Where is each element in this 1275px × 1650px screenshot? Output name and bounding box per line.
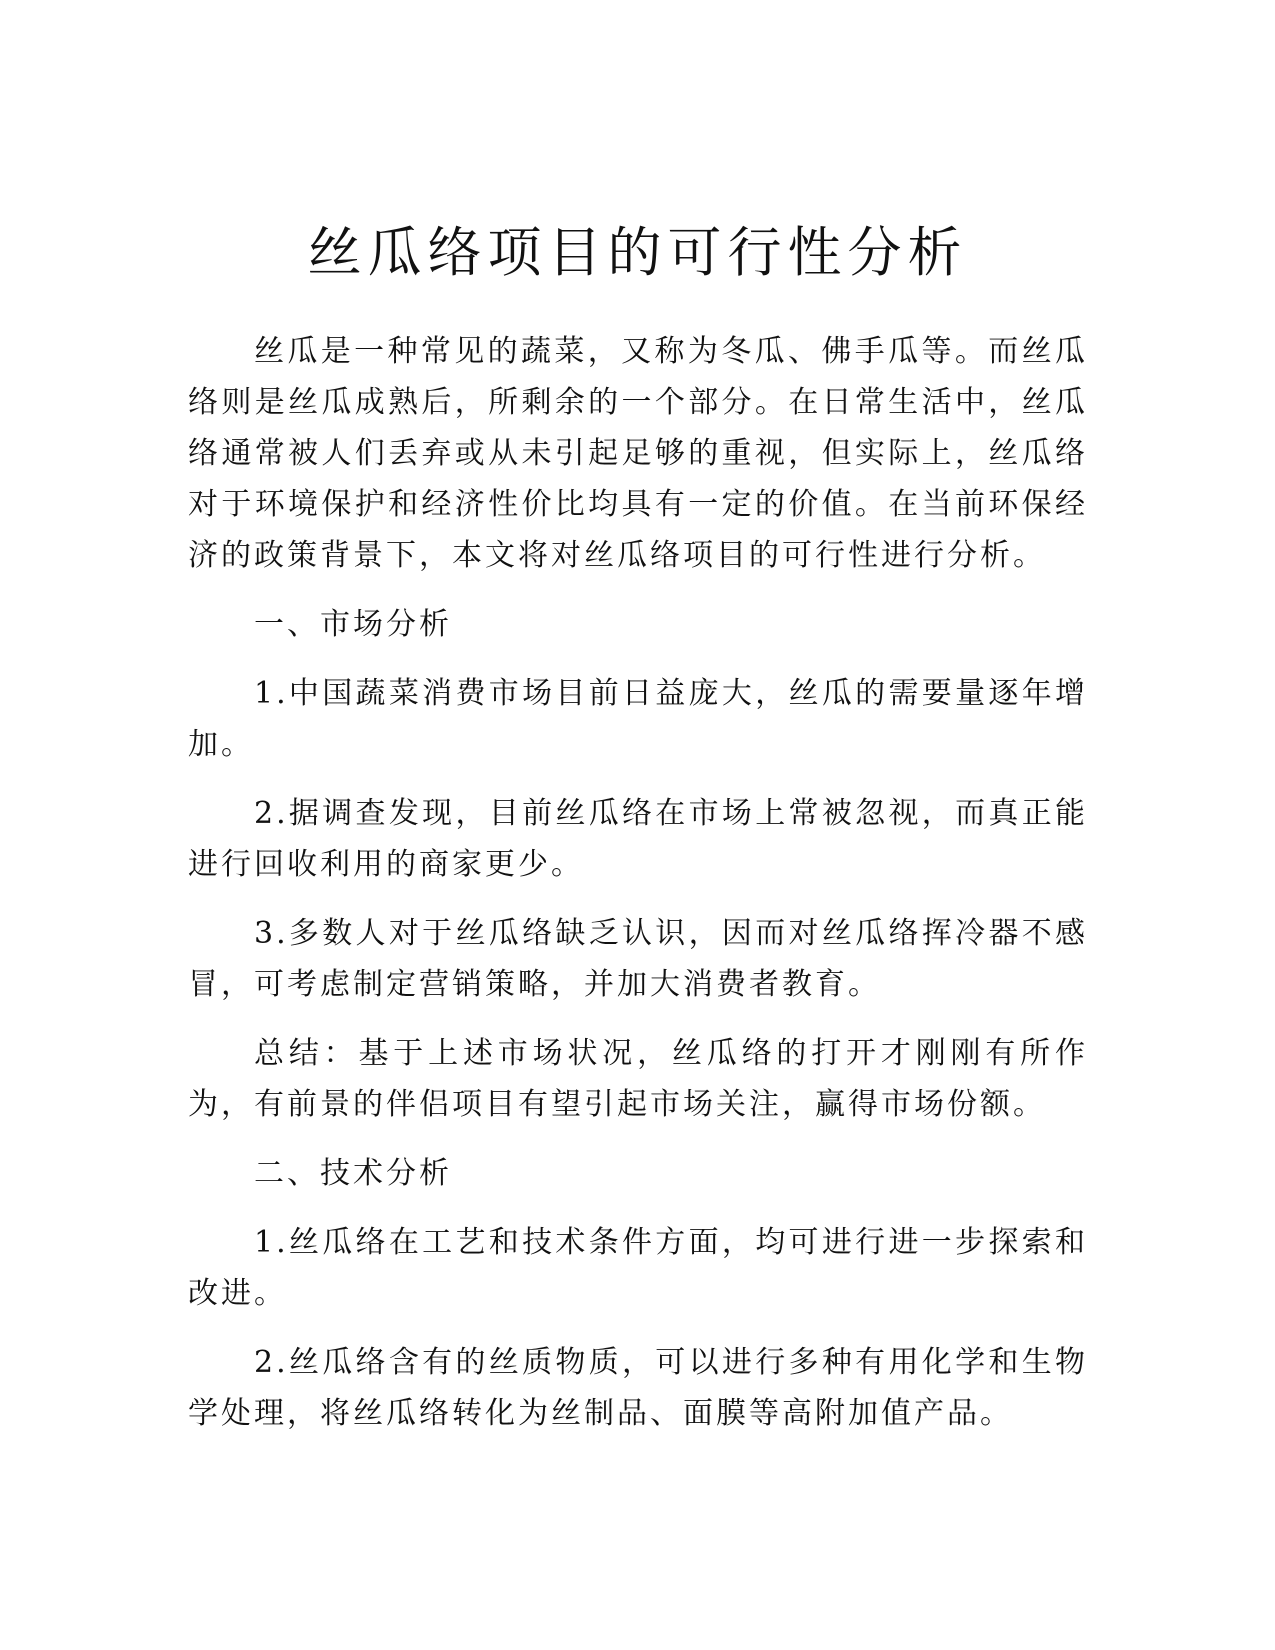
technology-point-1: 1.丝瓜络在工艺和技术条件方面，均可进行进一步探索和改进。 xyxy=(188,1225,1088,1311)
document-title: 丝瓜络项目的可行性分析 xyxy=(307,221,968,284)
section-heading-market: 一、市场分析 xyxy=(254,607,452,642)
document-body xyxy=(188,326,1088,1457)
market-point-1: 1.中国蔬菜消费市场目前日益庞大，丝瓜的需要量逐年增加。 xyxy=(188,676,1088,762)
intro-paragraph: 丝瓜是一种常见的蔬菜，又称为冬瓜、佛手瓜等。而丝瓜络则是丝瓜成熟后，所剩余的一个部分。在日常生活中，丝瓜络通常被人们丢弃或从未引起足够的重视，但实际上，丝瓜络对于环境保护和经济性价比均具有一定的价值。在当前环保经济的政策背景下，本文将对丝瓜络项目的可行性进行分析。 xyxy=(188,334,1088,573)
market-point-3: 3.多数人对于丝瓜络缺乏认识，因而对丝瓜络挥冷器不感冒，可考虑制定营销策略，并加大消费者教育。 xyxy=(188,916,1088,1002)
market-summary: 总结：基于上述市场状况，丝瓜络的打开才刚刚有所作为，有前景的伴侣项目有望引起市场关注，赢得市场份额。 xyxy=(188,1036,1088,1122)
section-heading-technology: 二、技术分析 xyxy=(254,1156,452,1191)
market-point-2: 2.据调查发现，目前丝瓜络在市场上常被忽视，而真正能进行回收利用的商家更少。 xyxy=(188,796,1088,882)
technology-point-2: 2.丝瓜络含有的丝质物质，可以进行多种有用化学和生物学处理，将丝瓜络转化为丝制品、面膜等高附加值产品。 xyxy=(188,1345,1088,1431)
